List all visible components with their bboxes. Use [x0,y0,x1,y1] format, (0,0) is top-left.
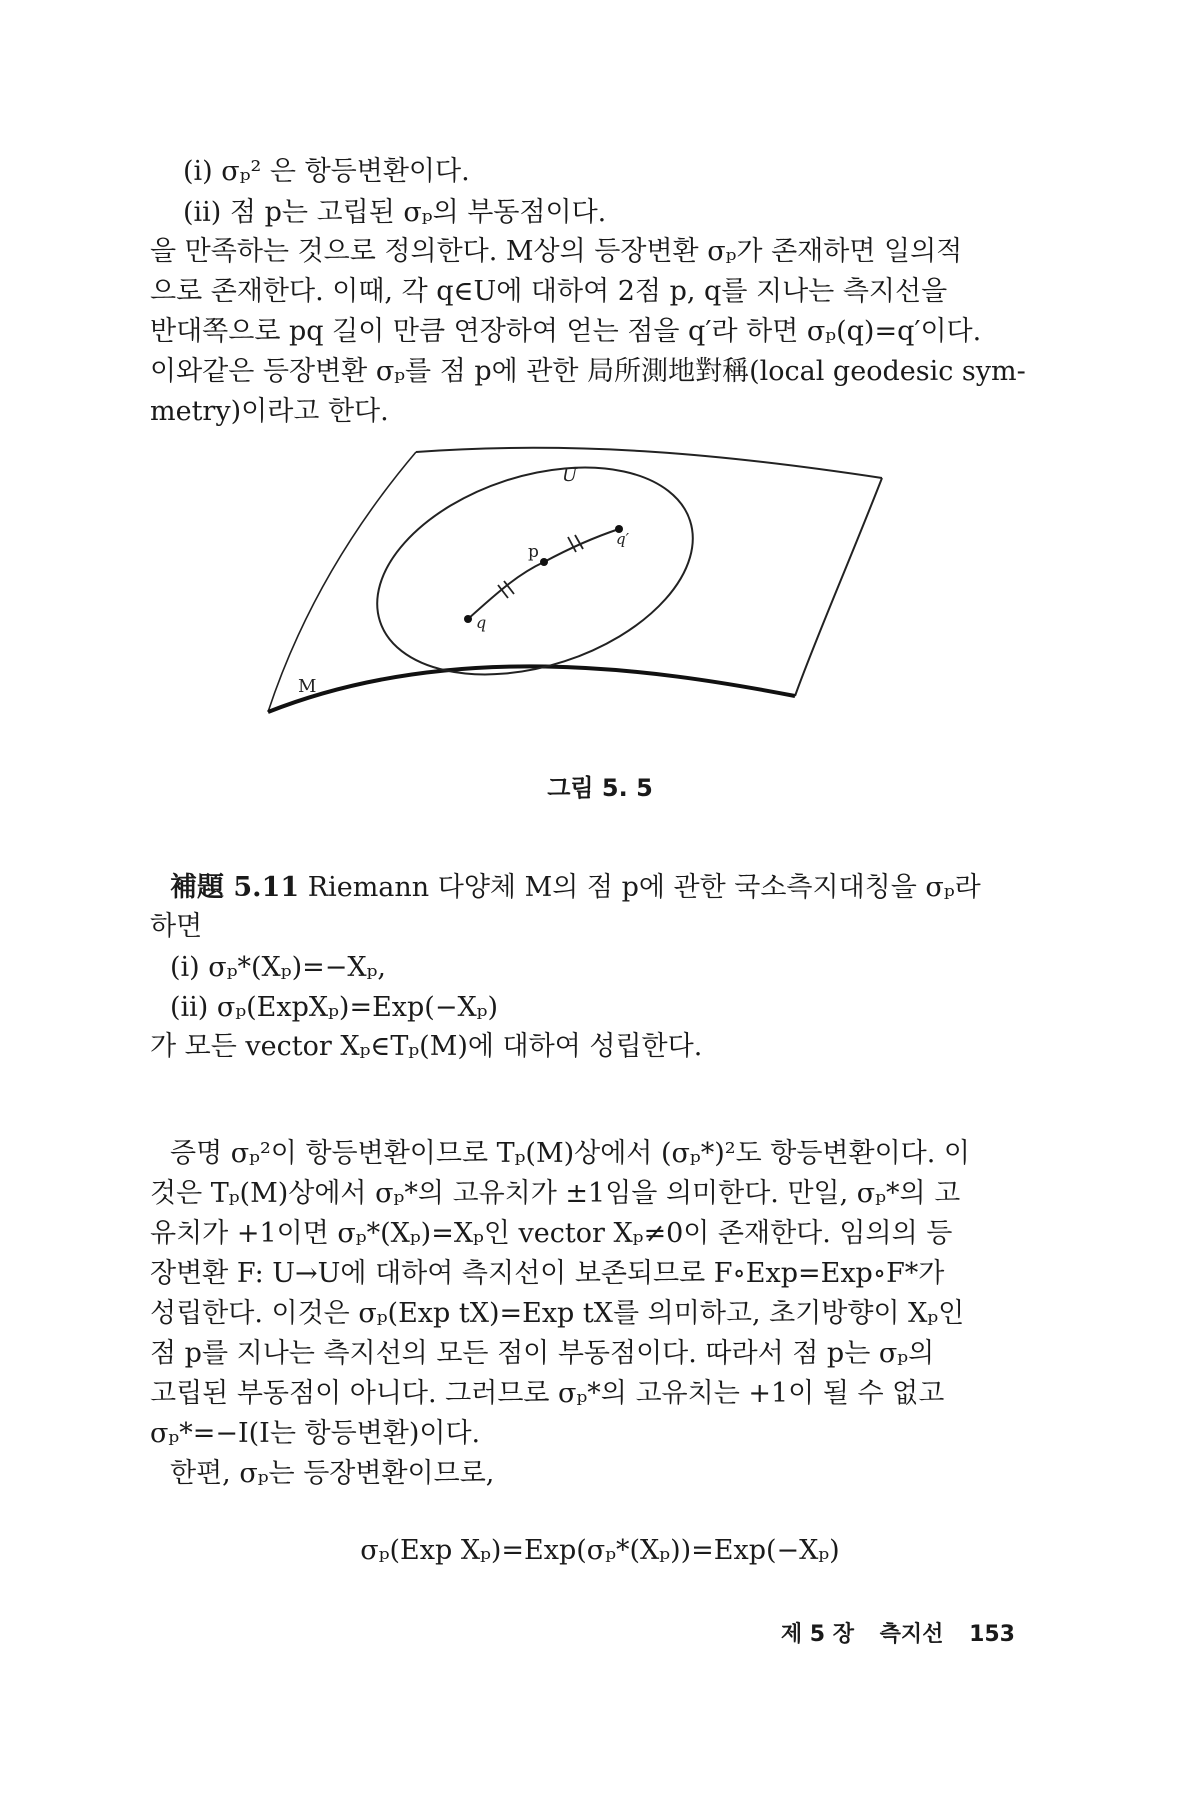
point-q [464,615,472,623]
paragraph-line: 이와같은 등장변환 σₚ를 점 p에 관한 局所測地對稱(local geodesic sym- [150,356,1026,387]
surface-outline [795,478,882,696]
theorem-line: 가 모든 vector Xₚ∈Tₚ(M)에 대하여 성립한다. [150,1031,703,1062]
theorem-line: 하면 [150,911,203,942]
surface-outline [268,666,795,712]
proof-line: 점 p를 지나는 측지선의 모든 점이 부동점이다. 따라서 점 p는 σₚ의 [150,1338,935,1369]
page-number: 153 [969,1622,1015,1647]
theorem-item-ii: (ii) σₚ(ExpXₚ)=Exp(−Xₚ) [170,992,499,1023]
theorem-statement: Riemann 다양체 M의 점 p에 관한 국소측지대칭을 σₚ라 [307,872,981,903]
proof-line: 장변환 F: U→U에 대하여 측지선이 보존되므로 F∘Exp=Exp∘F*가 [150,1258,945,1289]
paragraph-line: 을 만족하는 것으로 정의한다. M상의 등장변환 σₚ가 존재하면 일의적 [150,236,963,267]
label-q: q [476,613,487,632]
label-q-prime: q′ [616,530,630,548]
proof-line: 것은 Tₚ(M)상에서 σₚ*의 고유치가 ±1임을 의미한다. 만일, σₚ*의 고 [150,1178,961,1209]
footer-title: 측지선 [879,1622,944,1647]
footer-chapter: 제 5 장 [780,1622,854,1647]
point-p [540,558,548,566]
proof-line: 한편, σₚ는 등장변환이므로, [170,1458,495,1489]
label-M: M [298,676,317,697]
display-equation: σₚ(Exp Xₚ)=Exp(σₚ*(Xₚ))=Exp(−Xₚ) [360,1535,840,1566]
paragraph-line: 반대쪽으로 pq 길이 만큼 연장하여 얻는 점을 q′라 하면 σₚ(q)=q′이다. [150,316,982,347]
theorem-heading [170,868,1050,908]
geodesic-curve [468,529,619,619]
proof-line: σₚ*=−I(I는 항등변환)이다. [150,1418,481,1449]
proof-line: 고립된 부동점이 아니다. 그러므로 σₚ*의 고유치는 +1이 될 수 없고 [150,1378,945,1409]
figure-caption: 그림 5. 5 [547,774,653,802]
condition-ii: (ii) 점 p는 고립된 σₚ의 부동점이다. [183,197,607,228]
label-p: p [528,542,539,562]
paragraph-line: metry)이라고 한다. [150,396,389,427]
condition-i: (i) σₚ² 은 항등변환이다. [183,156,470,187]
neighborhood-U [351,440,720,712]
figure-geodesic-symmetry [250,440,950,730]
proof-line: 유치가 +1이면 σₚ*(Xₚ)=Xₚ인 vector Xₚ≠0이 존재한다. 임의의 등 [150,1218,953,1249]
surface-outline [416,448,882,478]
theorem-label: 補題 5.11 [170,872,300,903]
label-U: U [562,465,578,486]
paragraph-line: 으로 존재한다. 이때, 각 q∈U에 대하여 2점 p, q를 지나는 측지선을 [150,276,948,307]
surface-outline [268,452,416,712]
proof-line: 성립한다. 이것은 σₚ(Exp tX)=Exp tX를 의미하고, 초기방향이 Xₚ인 [150,1298,965,1329]
running-footer [0,1617,1015,1648]
proof-line: 증명 σₚ²이 항등변환이므로 Tₚ(M)상에서 (σₚ*)²도 항등변환이다. 이 [170,1138,970,1169]
theorem-item-i: (i) σₚ*(Xₚ)=−Xₚ, [170,952,386,983]
